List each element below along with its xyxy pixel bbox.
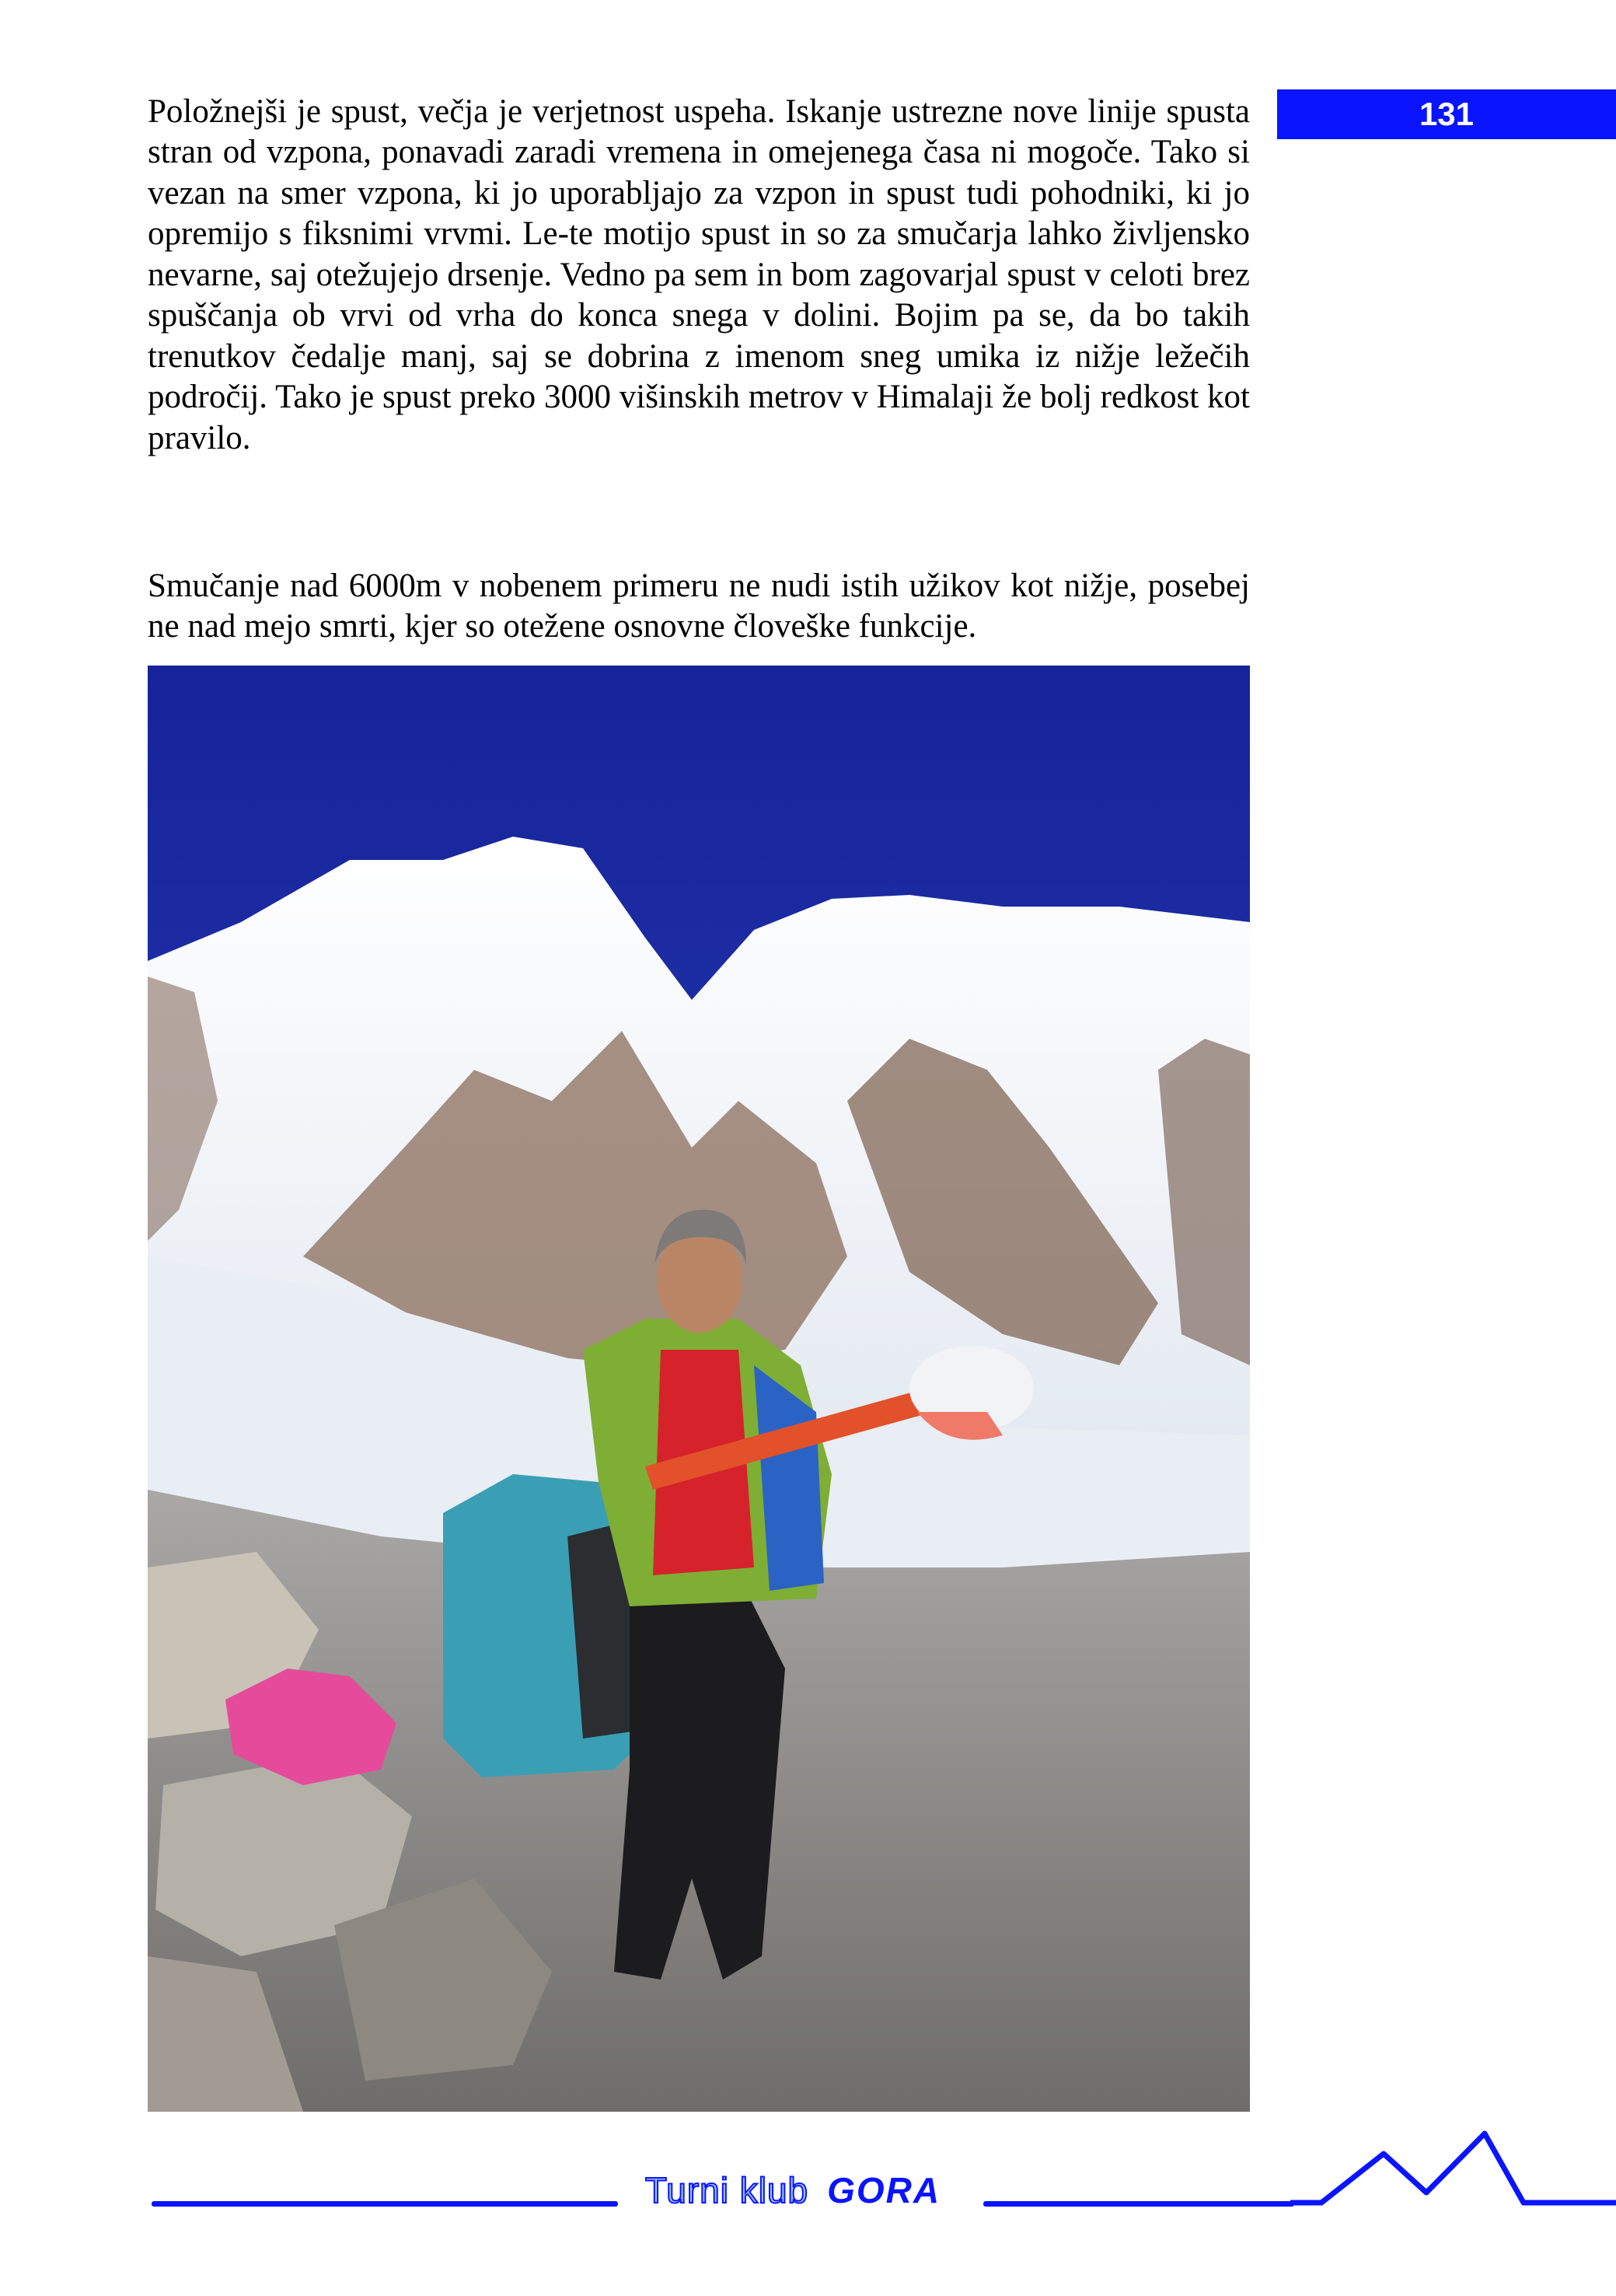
- mountain-photo: [148, 666, 1250, 2112]
- page-number: 131: [1419, 96, 1475, 132]
- footer-line-left: [152, 2201, 618, 2207]
- club-name-part2: GORA: [827, 2170, 941, 2210]
- body-paragraph-1: Položnejši je spust, večja je verjetnost uspeha. Iskanje ustrezne nove linije spusta stran od vzpona, ponavadi zaradi vremena in omejenega časa ni mogoče. Tako si vezan na smer vzpona, ki jo uporabljajo za vzpon in spust tudi pohodniki, ki jo opremijo s fiksnimi vrvmi. Le-te motijo spust in so za smučarja lahko življensko nevarne, saj otežujejo drsenje. Vedno pa sem in bom zagovarjal spust v celoti brez spuščanja ob vrvi od vrha do konca snega v dolini. Bojim pa se, da bo takih trenutkov čedalje manj, saj se dobrina z imenom sneg umika iz nižje ležečih področij. Tako je spust preko 3000 višinskih metrov v Himalaji že bolj redkost kot pravilo.: [148, 93, 1250, 456]
- body-paragraph-2: Smučanje nad 6000m v nobenem primeru ne nudi istih užikov kot nižje, posebej ne nad mejo smrti, kjer so otežene osnovne človeške funkcije.: [148, 568, 1250, 645]
- footer-line-right: [983, 2201, 1294, 2207]
- mountain-peaks-icon: [1290, 2123, 1616, 2216]
- page-number-tab: [1277, 89, 1616, 139]
- club-name-part1: Turni klub: [644, 2170, 809, 2210]
- club-logo: [637, 2163, 948, 2217]
